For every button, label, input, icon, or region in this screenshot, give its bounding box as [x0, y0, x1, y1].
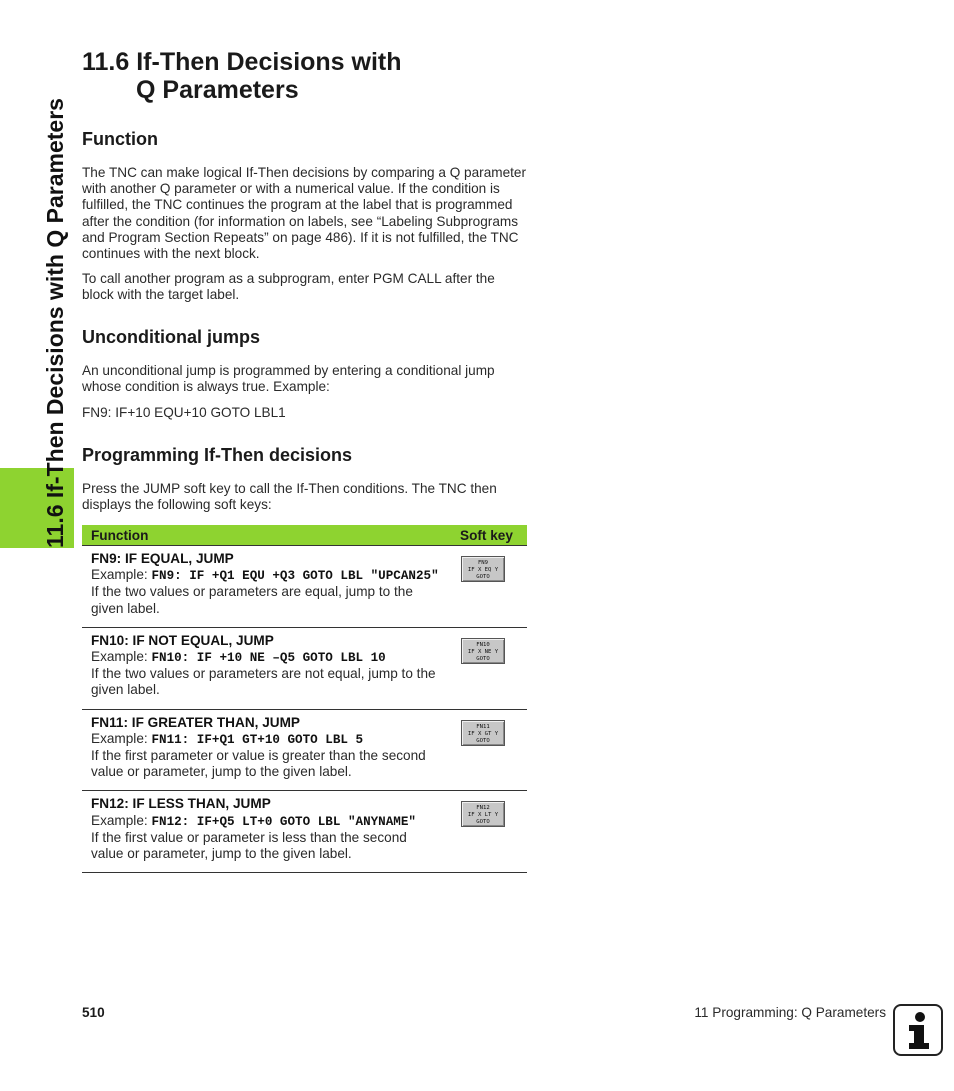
softkey-line: GOTO — [476, 655, 490, 662]
softkey-line: FN10 — [476, 641, 490, 648]
example-label: Example: — [91, 730, 152, 746]
info-icon — [893, 1004, 943, 1056]
heading-function: Function — [82, 129, 158, 149]
function-name: FN12: IF LESS THAN, JUMP — [91, 796, 271, 812]
softkey-table — [82, 525, 527, 873]
example-code: FN10: IF +10 NE –Q5 GOTO LBL 10 — [151, 651, 386, 666]
softkey-line: FN11 — [476, 723, 490, 730]
table-row — [82, 709, 527, 791]
side-tab-text: 11.6 If-Then Decisions with Q Parameters — [42, 98, 68, 548]
example-code: FN9: IF +Q1 EQU +Q3 GOTO LBL "UPCAN25" — [151, 569, 439, 584]
softkey-line: GOTO — [476, 819, 490, 826]
example-line — [91, 813, 443, 830]
function-name: FN11: IF GREATER THAN, JUMP — [91, 714, 300, 730]
function-cell — [82, 709, 452, 791]
function-paragraph-2: To call another program as a subprogram, enter PGM CALL after the block with the target label. — [82, 271, 495, 303]
table-header-softkey: Soft key — [452, 525, 527, 546]
fn11-softkey[interactable] — [461, 720, 505, 746]
table-header-row — [82, 525, 527, 546]
function-cell — [82, 627, 452, 709]
softkey-line: GOTO — [476, 574, 490, 580]
programming-paragraph: Press the JUMP soft key to call the If-Then conditions. The TNC then displays the following soft keys: — [82, 481, 497, 513]
footer-chapter-title: 11 Programming: Q Parameters — [694, 1005, 886, 1020]
softkey-cell — [452, 546, 527, 628]
example-label: Example: — [91, 812, 152, 828]
function-description: If the two values or parameters are not equal, jump to the given label. — [91, 666, 436, 698]
heading-unconditional-jumps: Unconditional jumps — [82, 327, 260, 347]
softkey-cell — [452, 709, 527, 791]
side-chapter-tab — [0, 0, 74, 1091]
function-name: FN9: IF EQUAL, JUMP — [91, 551, 234, 566]
example-line — [91, 731, 443, 748]
softkey-line: IF X GT Y — [467, 730, 499, 737]
example-label: Example: — [91, 567, 152, 583]
function-description: If the first value or parameter is less than the second value or parameter, jump to the given label. — [91, 829, 407, 862]
example-label: Example: — [91, 649, 152, 665]
function-name: FN10: IF NOT EQUAL, JUMP — [91, 632, 274, 648]
table-row — [82, 791, 527, 873]
table-row — [82, 627, 527, 709]
softkey-line: IF X NE Y — [467, 648, 499, 655]
unconditional-paragraph: An unconditional jump is programmed by entering a conditional jump whose condition is always true. Example: — [82, 363, 495, 395]
function-cell — [82, 546, 452, 628]
page-title-line2: Q Parameters — [136, 76, 299, 104]
page-title — [82, 48, 402, 104]
page-title-line1: 11.6 If-Then Decisions with — [82, 48, 402, 76]
softkey-line: FN9 — [477, 560, 489, 566]
example-code: FN11: IF+Q1 GT+10 GOTO LBL 5 — [151, 732, 364, 747]
table-header-function: Function — [82, 525, 452, 546]
example-line — [91, 649, 443, 666]
function-cell — [82, 791, 452, 873]
fn12-softkey[interactable] — [461, 801, 505, 827]
info-icon-glyph — [895, 1006, 941, 1054]
function-description: If the two values or parameters are equal, jump to the given label. — [91, 584, 413, 616]
unconditional-example: FN9: IF+10 EQU+10 GOTO LBL1 — [82, 405, 286, 420]
function-paragraph-1: The TNC can make logical If-Then decisions by comparing a Q parameter with another Q parameter or with a numerical value. If the condition is fulfilled, the TNC continues the program at the label that is programmed after the condition (for information on labels, see “Labeling Subprograms and Program Section Repeats” on page 486). If it is not fulfilled, the TNC continues with the next block. — [82, 165, 527, 262]
softkey-line: FN12 — [476, 805, 490, 812]
softkey-line: IF X EQ Y — [467, 567, 499, 573]
softkey-cell — [452, 627, 527, 709]
fn9-softkey[interactable] — [461, 556, 505, 582]
heading-programming-if-then: Programming If-Then decisions — [82, 445, 353, 465]
example-code: FN12: IF+Q5 LT+0 GOTO LBL "ANYNAME" — [151, 814, 416, 829]
softkey-cell — [452, 791, 527, 873]
page-number: 510 — [82, 1005, 105, 1020]
fn10-softkey[interactable] — [461, 638, 505, 664]
softkey-line: IF X LT Y — [467, 812, 499, 819]
function-description: If the first parameter or value is greater than the second value or parameter, jump to the given label. — [91, 748, 426, 780]
example-line — [91, 567, 443, 584]
softkey-line: GOTO — [476, 737, 490, 744]
table-row — [82, 546, 527, 628]
